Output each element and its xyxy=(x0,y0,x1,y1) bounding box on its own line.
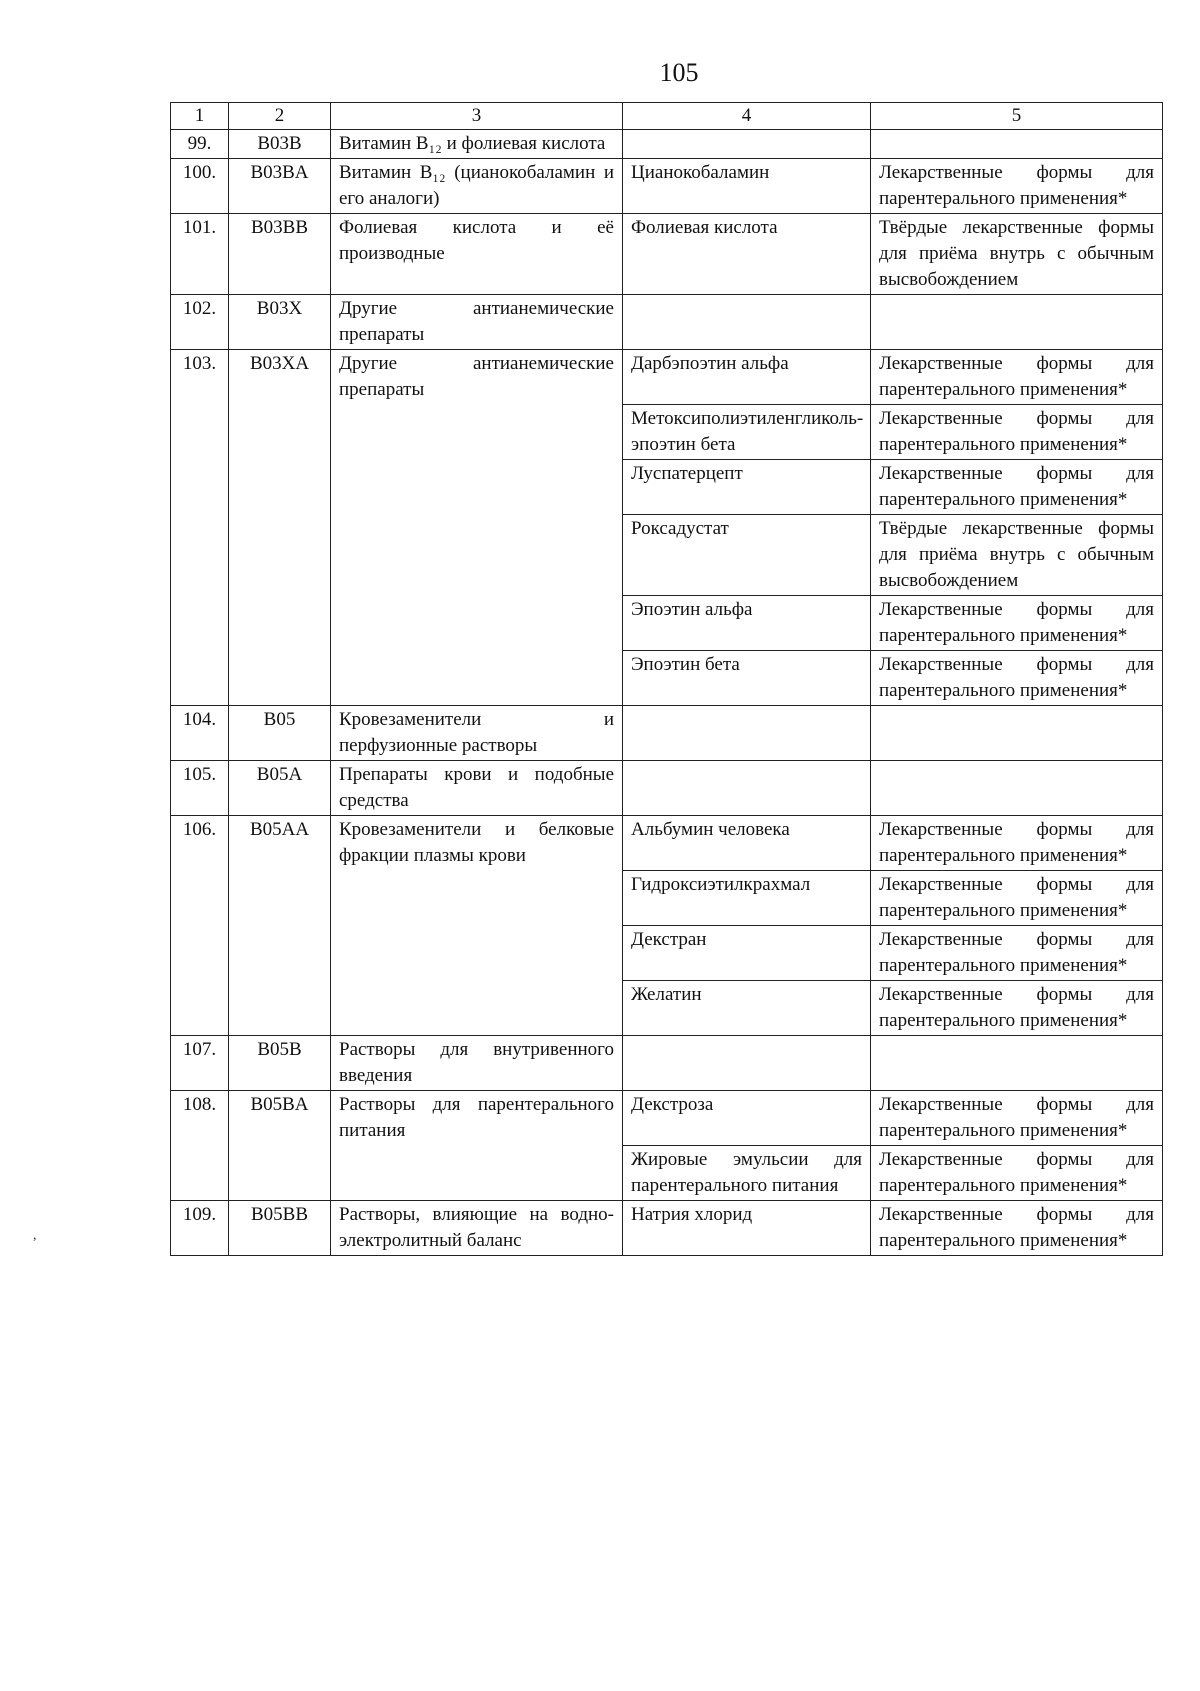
drug-name-cell: Фолиевая кислота xyxy=(623,214,871,295)
dosage-form-cell: Лекарственные формы для парентерального применения* xyxy=(871,460,1163,515)
drug-list-table xyxy=(170,102,1163,1256)
scan-mark: , xyxy=(33,1228,37,1243)
column-header: 4 xyxy=(623,103,871,130)
drug-name-cell: Натрия хлорид xyxy=(623,1201,871,1256)
atc-code-cell: B05BB xyxy=(229,1201,331,1256)
atc-code-cell: B05 xyxy=(229,706,331,761)
atc-code-cell: B03B xyxy=(229,130,331,159)
drug-name-cell: Метоксиполиэтиленгликоль-эпоэтин бета xyxy=(623,405,871,460)
group-name-cell: Другие антианемические препараты xyxy=(331,295,623,350)
row-number-cell: 104. xyxy=(171,706,229,761)
row-number-cell: 105. xyxy=(171,761,229,816)
row-number-cell: 108. xyxy=(171,1091,229,1201)
atc-code-cell: B03BA xyxy=(229,159,331,214)
drug-name-cell xyxy=(623,1036,871,1091)
dosage-form-cell: Лекарственные формы для парентерального применения* xyxy=(871,926,1163,981)
atc-code-cell: B05BA xyxy=(229,1091,331,1201)
table-row xyxy=(171,1201,1163,1256)
row-number-cell: 99. xyxy=(171,130,229,159)
dosage-form-cell xyxy=(871,706,1163,761)
drug-name-cell xyxy=(623,706,871,761)
drug-name-cell: Дарбэпоэтин альфа xyxy=(623,350,871,405)
table-row xyxy=(171,816,1163,871)
dosage-form-cell: Лекарственные формы для парентерального применения* xyxy=(871,981,1163,1036)
group-name-cell: Витамин B₁₂ и фолиевая кислота xyxy=(331,130,623,159)
row-number-cell: 107. xyxy=(171,1036,229,1091)
column-header: 1 xyxy=(171,103,229,130)
drug-name-cell: Декстран xyxy=(623,926,871,981)
drug-name-cell: Гидроксиэтилкрахмал xyxy=(623,871,871,926)
table-row xyxy=(171,1091,1163,1146)
atc-code-cell: B05A xyxy=(229,761,331,816)
dosage-form-cell: Твёрдые лекарственные формы для приёма внутрь с обычным высвобождением xyxy=(871,214,1163,295)
table-body xyxy=(171,130,1163,1256)
drug-name-cell: Альбумин человека xyxy=(623,816,871,871)
dosage-form-cell: Лекарственные формы для парентерального применения* xyxy=(871,871,1163,926)
page-number: 105 xyxy=(659,58,699,87)
column-header: 3 xyxy=(331,103,623,130)
dosage-form-cell: Лекарственные формы для парентерального применения* xyxy=(871,159,1163,214)
table-row xyxy=(171,761,1163,816)
table-row xyxy=(171,130,1163,159)
group-name-cell: Кровезаменители и перфузионные растворы xyxy=(331,706,623,761)
drug-name-cell: Роксадустат xyxy=(623,515,871,596)
atc-code-cell: B03XA xyxy=(229,350,331,706)
atc-code-cell: B03BB xyxy=(229,214,331,295)
atc-code-cell: B03X xyxy=(229,295,331,350)
drug-name-cell xyxy=(623,761,871,816)
atc-code-cell: B05B xyxy=(229,1036,331,1091)
drug-name-cell: Эпоэтин бета xyxy=(623,651,871,706)
dosage-form-cell: Лекарственные формы для парентерального применения* xyxy=(871,1091,1163,1146)
column-header: 5 xyxy=(871,103,1163,130)
table-row xyxy=(171,214,1163,295)
group-name-cell: Витамин B₁₂ (цианокобаламин и его аналоги) xyxy=(331,159,623,214)
dosage-form-cell xyxy=(871,295,1163,350)
row-number-cell: 102. xyxy=(171,295,229,350)
group-name-cell: Фолиевая кислота и её производные xyxy=(331,214,623,295)
drug-name-cell xyxy=(623,130,871,159)
dosage-form-cell: Лекарственные формы для парентерального применения* xyxy=(871,1201,1163,1256)
dosage-form-cell: Лекарственные формы для парентерального применения* xyxy=(871,1146,1163,1201)
dosage-form-cell: Лекарственные формы для парентерального применения* xyxy=(871,350,1163,405)
drug-name-cell: Эпоэтин альфа xyxy=(623,596,871,651)
table-row xyxy=(171,350,1163,405)
dosage-form-cell: Лекарственные формы для парентерального применения* xyxy=(871,816,1163,871)
dosage-form-cell xyxy=(871,1036,1163,1091)
row-number-cell: 103. xyxy=(171,350,229,706)
column-header: 2 xyxy=(229,103,331,130)
drug-name-cell: Луспатерцепт xyxy=(623,460,871,515)
table-row xyxy=(171,295,1163,350)
group-name-cell: Растворы, влияющие на водно-электролитный баланс xyxy=(331,1201,623,1256)
row-number-cell: 109. xyxy=(171,1201,229,1256)
dosage-form-cell: Лекарственные формы для парентерального применения* xyxy=(871,651,1163,706)
atc-code-cell: B05AA xyxy=(229,816,331,1036)
group-name-cell: Кровезаменители и белковые фракции плазмы крови xyxy=(331,816,623,1036)
dosage-form-cell: Лекарственные формы для парентерального применения* xyxy=(871,405,1163,460)
dosage-form-cell: Твёрдые лекарственные формы для приёма внутрь с обычным высвобождением xyxy=(871,515,1163,596)
row-number-cell: 106. xyxy=(171,816,229,1036)
drug-name-cell xyxy=(623,295,871,350)
group-name-cell: Другие антианемические препараты xyxy=(331,350,623,706)
drug-name-cell: Желатин xyxy=(623,981,871,1036)
table-row xyxy=(171,706,1163,761)
group-name-cell: Растворы для внутривенного введения xyxy=(331,1036,623,1091)
group-name-cell: Препараты крови и подобные средства xyxy=(331,761,623,816)
drug-name-cell: Цианокобаламин xyxy=(623,159,871,214)
drug-name-cell: Жировые эмульсии для парентерального питания xyxy=(623,1146,871,1201)
dosage-form-cell xyxy=(871,130,1163,159)
table-row xyxy=(171,1036,1163,1091)
group-name-cell: Растворы для парентерального питания xyxy=(331,1091,623,1201)
drug-name-cell: Декстроза xyxy=(623,1091,871,1146)
row-number-cell: 101. xyxy=(171,214,229,295)
dosage-form-cell: Лекарственные формы для парентерального применения* xyxy=(871,596,1163,651)
row-number-cell: 100. xyxy=(171,159,229,214)
table-row xyxy=(171,159,1163,214)
column-number-header-row xyxy=(171,103,1163,130)
dosage-form-cell xyxy=(871,761,1163,816)
